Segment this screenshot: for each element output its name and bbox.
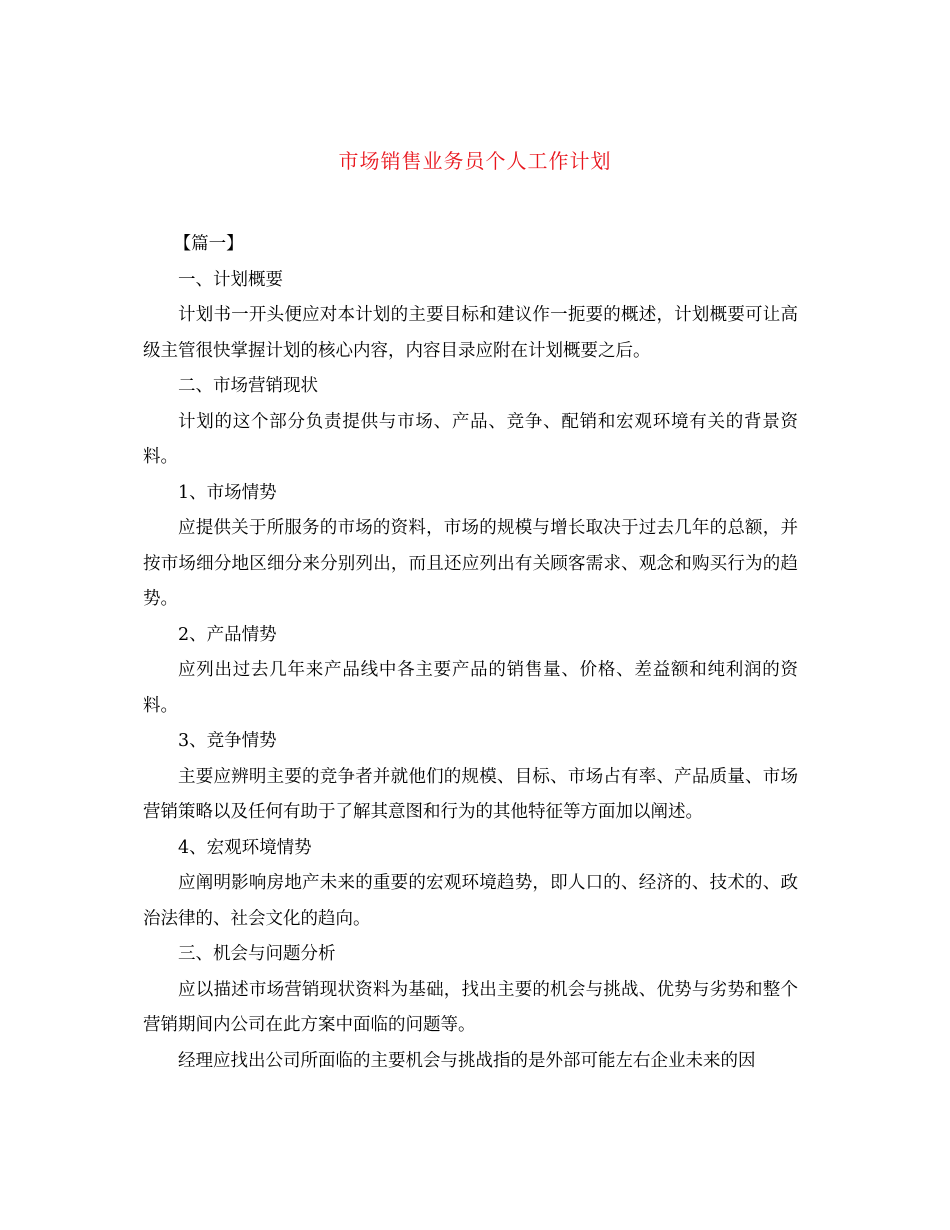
paragraph: 计划书一开头便应对本计划的主要目标和建议作一扼要的概述，计划概要可让高级主管很快掌握计划的核心内容，内容目录应附在计划概要之后。	[143, 305, 798, 361]
heading-opportunity-analysis: 三、机会与问题分析	[178, 944, 336, 964]
heading-competition-situation: 3、竞争情势	[178, 731, 277, 751]
heading-marketing-status: 二、市场营销现状	[178, 376, 318, 396]
document-title: 市场销售业务员个人工作计划	[338, 149, 612, 173]
paragraph: 应提供关于所服务的市场的资料，市场的规模与增长取决于过去几年的总额，并按市场细分地区细分来分别列出，而且还应列出有关顾客需求、观念和购买行为的趋势。	[143, 518, 798, 609]
heading-plan-summary: 一、计划概要	[178, 269, 283, 290]
section-tag: 【篇一】	[173, 234, 244, 254]
paragraph: 应阐明影响房地产未来的重要的宏观环境趋势，即人口的、经济的、技术的、政治法律的、社会文化的趋向。	[143, 873, 798, 929]
paragraph: 经理应找出公司所面临的主要机会与挑战指的是外部可能左右企业未来的因	[178, 1050, 756, 1071]
heading-market-situation: 1、市场情势	[178, 482, 277, 503]
paragraph: 应列出过去几年来产品线中各主要产品的销售量、价格、差益额和纯利润的资料。	[143, 660, 798, 716]
paragraph: 应以描述市场营销现状资料为基础，找出主要的机会与挑战、优势与劣势和整个营销期间内公司在此方案中面临的问题等。	[143, 979, 798, 1035]
heading-macro-environment: 4、宏观环境情势	[178, 837, 312, 858]
paragraph: 计划的这个部分负责提供与市场、产品、竞争、配销和宏观环境有关的背景资料。	[143, 411, 798, 467]
document-body	[143, 227, 798, 1079]
paragraph: 主要应辨明主要的竞争者并就他们的规模、目标、市场占有率、产品质量、市场营销策略以及任何有助于了解其意图和行为的其他特征等方面加以阐述。	[143, 766, 798, 822]
heading-product-situation: 2、产品情势	[178, 624, 277, 645]
